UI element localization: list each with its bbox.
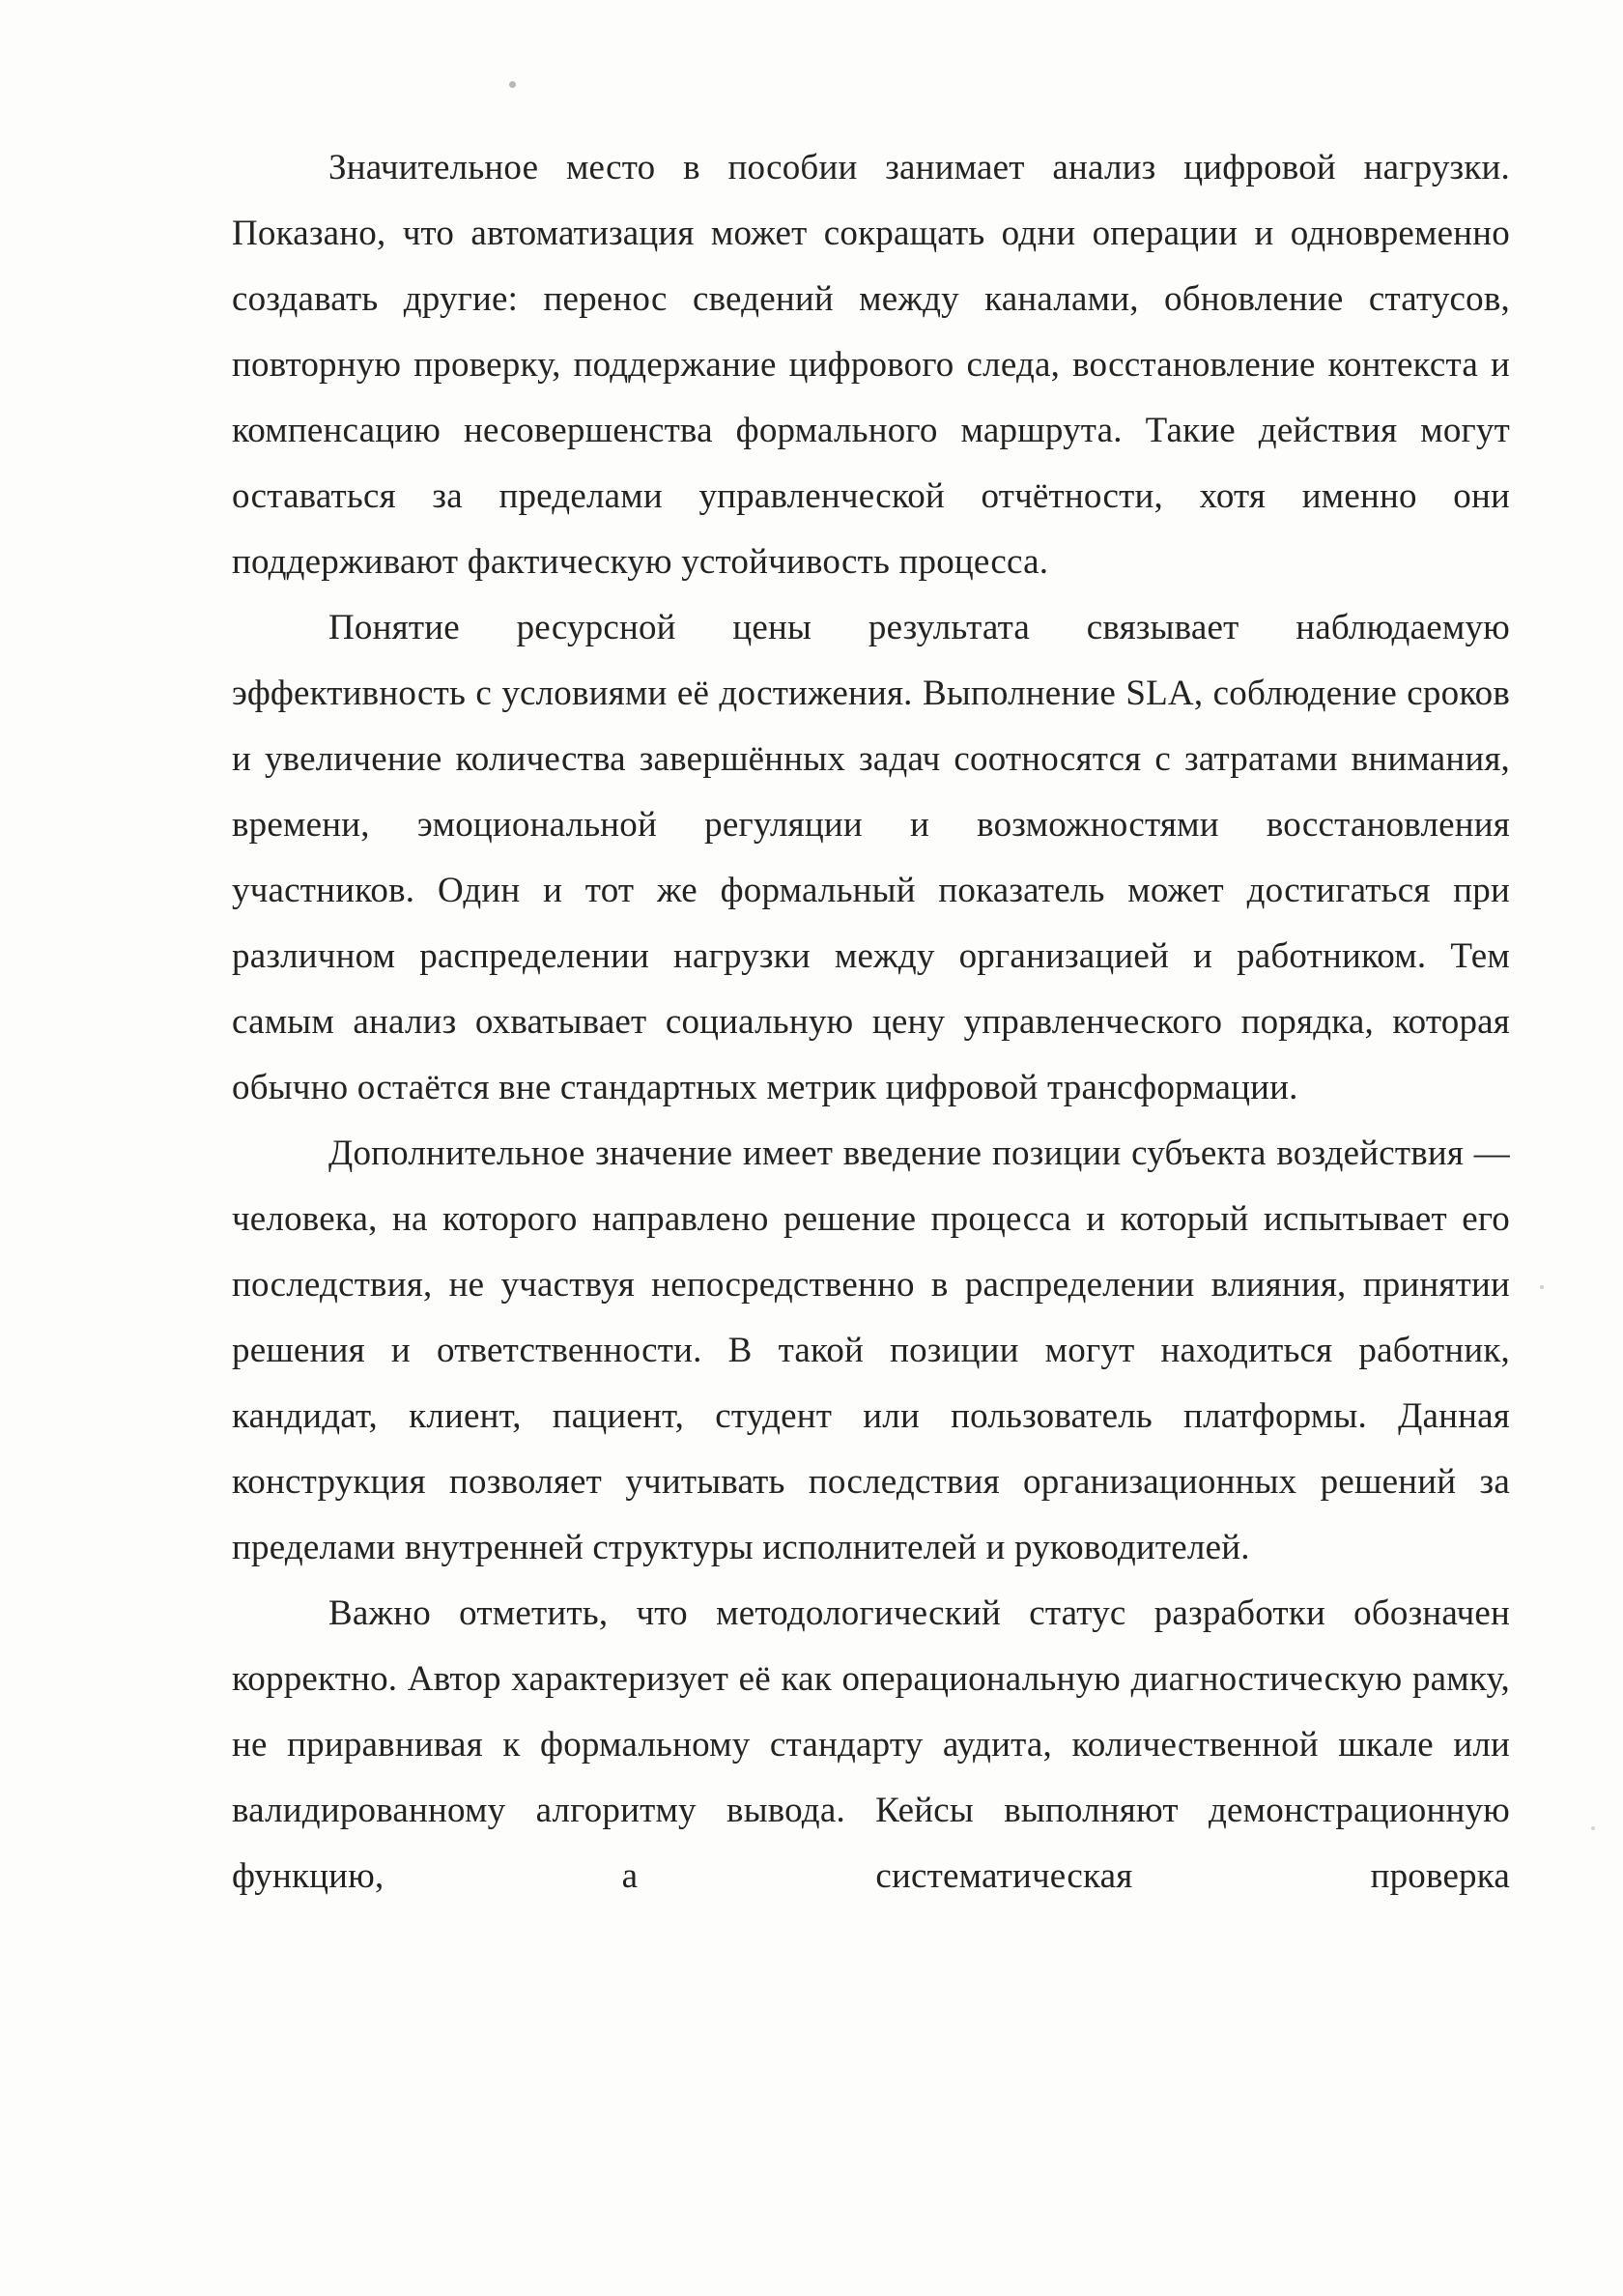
scan-speck xyxy=(509,81,516,88)
paragraph-methodological-status: Важно отметить, что методологический статус разработки обозначен корректно. Автор характеризует её как операциональную диагностическую рамку, не приравнивая к формальному стандарту аудита, количественной шкале или валидированному алгоритму вывода. Кейсы выполняют демонстрационную функцию, а систематическая проверка xyxy=(232,1593,1510,1896)
scan-speck xyxy=(1540,1285,1544,1289)
paragraph-digital-load: Значительное место в пособии занимает анализ цифровой нагрузки. Показано, что автоматизация может сокращать одни операции и одновременно создавать другие: перенос сведений между каналами, обновление статусов, повторную проверку, поддержание цифрового следа, восстановление контекста и компенсацию несовершенства формального маршрута. Такие действия могут оставаться за пределами управленческой отчётности, хотя именно они поддерживают фактическую устойчивость процесса. xyxy=(232,148,1510,582)
paragraph-resource-price: Понятие ресурсной цены результата связывает наблюдаемую эффективность с условиями её достижения. Выполнение SLA, соблюдение сроков и увеличение количества завершённых задач соотносятся с затратами внимания, времени, эмоциональной регуляции и возможностями восстановления участников. Один и тот же формальный показатель может достигаться при различном распределении нагрузки между организацией и работником. Тем самым анализ охватывает социальную цену управленческого порядка, которая обычно остаётся вне стандартных метрик цифровой трансформации. xyxy=(232,608,1510,1107)
paragraph-impact-subject: Дополнительное значение имеет введение позиции субъекта воздействия — человека, на которого направлено решение процесса и который испытывает его последствия, не участвуя непосредственно в распределении влияния, принятии решения и ответственности. В такой позиции могут находиться работник, кандидат, клиент, пациент, студент или пользователь платформы. Данная конструкция позволяет учитывать последствия организационных решений за пределами внутренней структуры исполнителей и руководителей. xyxy=(232,1134,1510,1567)
document-body xyxy=(232,135,1510,1909)
scan-speck xyxy=(1591,1826,1595,1830)
